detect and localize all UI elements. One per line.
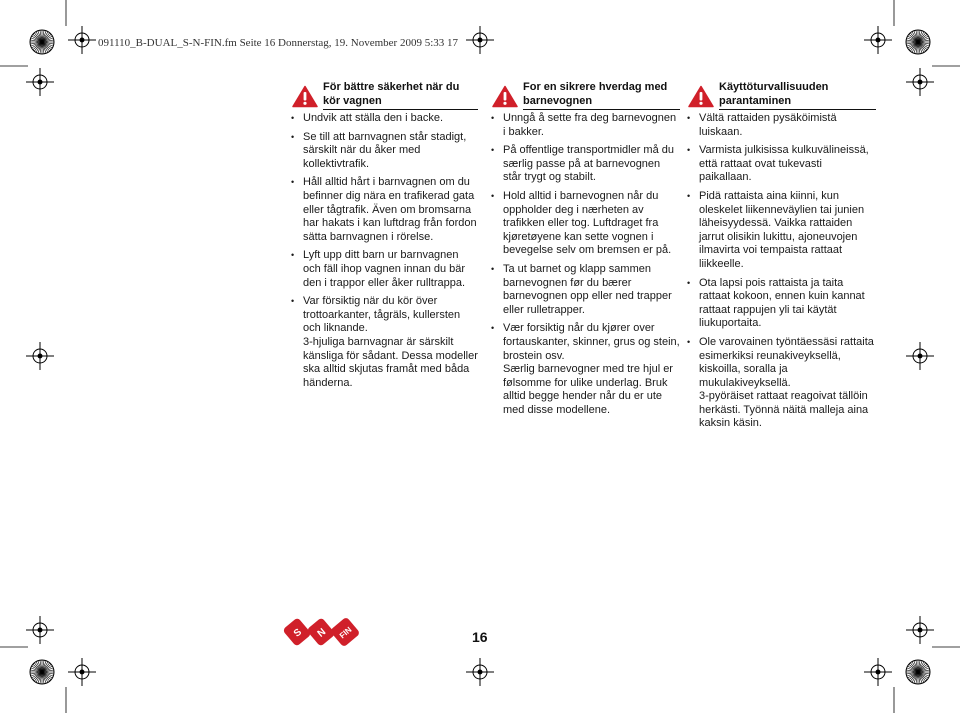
item-extra-text: 3-pyöräiset rattaat reagoivat tällöin herkästi. Työnnä näitä malleja aina kaksin käsin. <box>699 390 869 430</box>
star-target-icon <box>906 660 930 684</box>
list-item <box>684 144 876 185</box>
registration-mark-icon <box>466 26 494 54</box>
section-title: För bättre säkerhet när du kör vagnen <box>323 80 478 110</box>
safety-list <box>684 112 876 431</box>
section-header <box>288 80 478 110</box>
registration-mark-icon <box>26 68 54 96</box>
language-tab-label: S <box>291 626 305 640</box>
section-header <box>684 80 876 110</box>
registration-mark-icon <box>68 658 96 686</box>
item-extra-text: 3-hjuliga barnvagnar är särskilt känsliga för sådant. Dessa modeller ska alltid skjutas framåt med båda händerna. <box>303 335 478 389</box>
item-text: • Undvik att ställa den i backe. <box>303 112 444 124</box>
item-text: • Var försiktig när du kör över trottoarkanter, tågräls, kullersten och liknande. <box>303 295 461 335</box>
item-text: • Ta ut barnet og klapp sammen barnevognen før du bærer barnevognen opp eller ned trapper eller rulletrapper. <box>503 262 672 316</box>
registration-mark-icon <box>906 616 934 644</box>
item-text: • Varmista julkisissa kulkuvälineissä, että rattaat ovat tukevasti paikallaan. <box>699 144 869 184</box>
language-tab-s <box>283 617 312 647</box>
warning-triangle-icon <box>492 85 518 108</box>
item-text: • Unngå å sette fra deg barnevognen i bakker. <box>503 112 677 138</box>
item-text: • Pidä rattaista aina kiinni, kun oleskelet liikenneväylien tai junien läheisyydessä. Vaikka rattaiden jarrut olisikin lukittu, ajoneuvojen ilmavirta voi tempaista rattaat liikkeelle. <box>699 189 865 270</box>
star-target-icon <box>30 30 54 54</box>
list-item <box>288 112 478 126</box>
language-tab-label: FIN <box>337 625 354 641</box>
list-item <box>288 131 478 172</box>
item-text: • Ota lapsi pois rattaista ja taita rattaat kokoon, ennen kuin kannat rattaat rappujen yli tai käytät liukuportaita. <box>699 276 865 330</box>
list-item <box>488 144 680 185</box>
section-title: Käyttöturvallisuuden parantaminen <box>719 80 876 110</box>
column-finnish <box>684 80 876 436</box>
file-info-line: 091110_B-DUAL_S-N-FIN.fm Seite 16 Donnerstag, 19. November 2009 5:33 17 <box>98 37 459 49</box>
list-item <box>488 263 680 317</box>
list-item <box>488 190 680 258</box>
item-text: • Vær forsiktig når du kjører over fortauskanter, skinner, grus og stein, brostein osv. <box>503 322 680 362</box>
registration-mark-icon <box>864 658 892 686</box>
item-text: • Håll alltid hårt i barnvagnen om du befinner dig nära en trafikerad gata eller tågtrafik. Även om bromsarna har hakats i kan luftdrag från fordon sätta barnvagnen i rörelse. <box>303 176 477 243</box>
language-tab-fin <box>330 617 361 648</box>
registration-mark-icon <box>864 26 892 54</box>
registration-mark-icon <box>26 616 54 644</box>
list-item <box>684 277 876 331</box>
registration-mark-icon <box>906 68 934 96</box>
item-text: • Se till att barnvagnen står stadigt, särskilt när du åker med kollektivtrafik. <box>303 130 467 170</box>
list-item <box>288 249 478 290</box>
star-target-icon <box>30 660 54 684</box>
list-item <box>288 295 478 390</box>
star-target-icon <box>906 30 930 54</box>
list-item <box>684 336 876 431</box>
page-number: 16 <box>472 629 488 645</box>
item-text: • Hold alltid i barnevognen når du oppholder deg i nærheten av trafikken eller tog. Luftdraget fra kjøretøyene kan sette vognen i bevegelse selv om bremsen er på. <box>503 189 672 257</box>
list-item <box>684 112 876 139</box>
column-norwegian <box>488 80 680 422</box>
item-text: • På offentlige transportmidler må du særlig passe på at barnevognen står trygt og stabilt. <box>503 144 674 184</box>
registration-mark-icon <box>466 658 494 686</box>
list-item <box>488 322 680 417</box>
registration-mark-icon <box>906 342 934 370</box>
list-item <box>488 112 680 139</box>
registration-mark-icon <box>68 26 96 54</box>
warning-triangle-icon <box>688 85 714 108</box>
section-header <box>488 80 680 110</box>
safety-list <box>488 112 680 417</box>
warning-triangle-icon <box>292 85 318 108</box>
language-tabs <box>283 610 363 660</box>
column-swedish <box>288 80 478 395</box>
list-item <box>288 176 478 244</box>
list-item <box>684 190 876 272</box>
section-title: For en sikrere hverdag med barnevognen <box>523 80 680 110</box>
safety-list <box>288 112 478 390</box>
language-tab-label: N <box>315 626 329 640</box>
item-text: • Lyft upp ditt barn ur barnvagnen och fäll ihop vagnen innan du bär den i trappor eller åker rulltrappa. <box>303 249 466 289</box>
item-text: • Ole varovainen työntäessäsi rattaita esimerkiksi reunakiveyksellä, kiskoilla, soralla ja mukulakiveyksellä. <box>699 335 874 389</box>
item-extra-text: Særlig barnevogner med tre hjul er følsomme for ulike underlag. Bruk alltid begge hender når du er ute med disse modellene. <box>503 363 673 416</box>
item-text: • Vältä rattaiden pysäköimistä luiskaan. <box>699 112 837 138</box>
registration-mark-icon <box>26 342 54 370</box>
